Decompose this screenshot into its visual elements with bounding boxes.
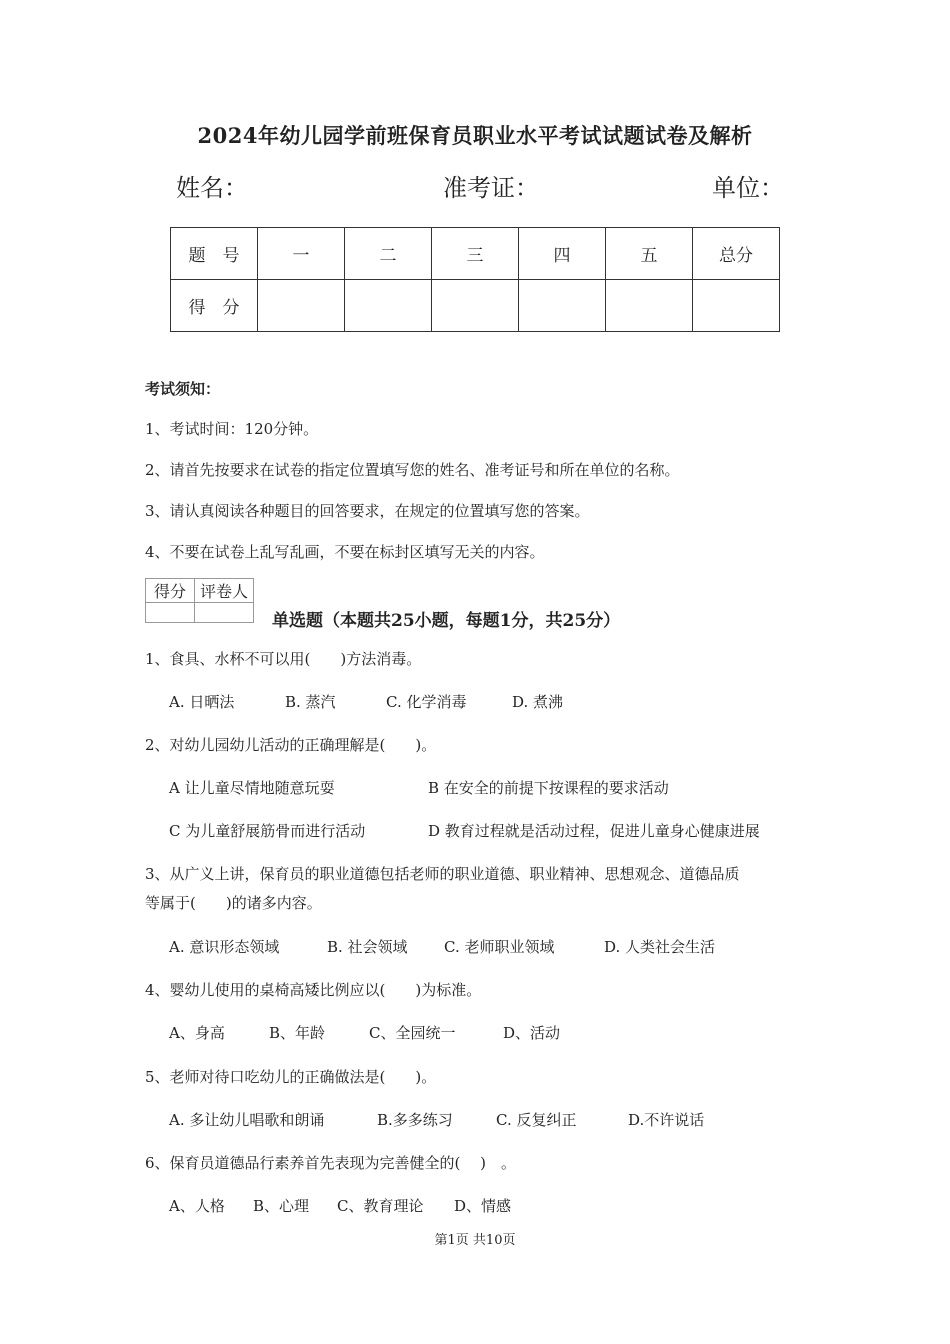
question-option: B. 蒸汽	[285, 693, 336, 711]
exam-id-label: 准考证：	[443, 174, 539, 202]
score-header-cell: 四	[519, 228, 606, 280]
grader-name-cell[interactable]	[195, 603, 254, 623]
question-option: B. 社会领域	[327, 938, 408, 956]
grader-box	[145, 578, 254, 623]
notice-item: 1、考试时间：120分钟。	[145, 420, 319, 438]
question-option: B、心理	[253, 1197, 310, 1215]
score-header-cell: 题 号	[171, 228, 258, 280]
question-stem: 3、从广义上讲，保育员的职业道德包括老师的职业道德、职业精神、思想观念、道德品质	[145, 865, 740, 883]
question-stem: 5、老师对待口吃幼儿的正确做法是( )。	[145, 1068, 437, 1086]
question-option: C、全园统一	[369, 1024, 456, 1042]
question-option: D、情感	[454, 1197, 512, 1215]
notice-item: 4、不要在试卷上乱写乱画，不要在标封区填写无关的内容。	[145, 543, 545, 561]
grader-name-label: 评卷人	[195, 579, 254, 603]
question-option: A、人格	[169, 1197, 225, 1215]
question-option: B、年龄	[269, 1024, 326, 1042]
question-option: D. 煮沸	[512, 693, 564, 711]
score-cell[interactable]	[693, 280, 780, 332]
question-option: A. 日晒法	[169, 693, 235, 711]
question-option: D.不许说话	[628, 1111, 705, 1129]
score-cell[interactable]	[258, 280, 345, 332]
score-row-label: 得 分	[171, 280, 258, 332]
score-header-cell: 五	[606, 228, 693, 280]
question-option: C. 化学消毒	[386, 693, 467, 711]
question-option: C 为儿童舒展筋骨而进行活动	[169, 822, 366, 840]
score-header-cell: 二	[345, 228, 432, 280]
notice-item: 3、请认真阅读各种题目的回答要求，在规定的位置填写您的答案。	[145, 502, 590, 520]
question-option: B.多多练习	[377, 1111, 453, 1129]
question-option: C、教育理论	[337, 1197, 424, 1215]
question-option: A、身高	[169, 1024, 225, 1042]
unit-label: 单位：	[712, 174, 784, 202]
score-table	[170, 227, 780, 332]
question-option: C. 反复纠正	[496, 1111, 577, 1129]
score-cell[interactable]	[519, 280, 606, 332]
question-option: C. 老师职业领域	[444, 938, 555, 956]
score-table-score-row	[171, 280, 780, 332]
question-option: B 在安全的前提下按课程的要求活动	[428, 779, 669, 797]
score-header-cell: 三	[432, 228, 519, 280]
page-title: 2024年幼儿园学前班保育员职业水平考试试题试卷及解析	[197, 123, 753, 148]
question-stem: 4、婴幼儿使用的桌椅高矮比例应以( )为标准。	[145, 981, 482, 999]
score-table-header-row	[171, 228, 780, 280]
score-header-cell: 总分	[693, 228, 780, 280]
score-cell[interactable]	[432, 280, 519, 332]
question-option: D 教育过程就是活动过程，促进儿童身心健康进展	[428, 822, 760, 840]
notice-heading: 考试须知：	[145, 380, 221, 398]
score-cell[interactable]	[345, 280, 432, 332]
notice-item: 2、请首先按要求在试卷的指定位置填写您的姓名、准考证号和所在单位的名称。	[145, 461, 680, 479]
score-header-cell: 一	[258, 228, 345, 280]
section-title: 单选题（本题共25小题，每题1分，共25分）	[272, 611, 621, 631]
question-option: D、活动	[503, 1024, 561, 1042]
question-option: A 让儿童尽情地随意玩耍	[169, 779, 335, 797]
question-option: D. 人类社会生活	[604, 938, 716, 956]
name-label: 姓名：	[176, 174, 248, 202]
question-stem: 6、保育员道德品行素养首先表现为完善健全的( ) 。	[145, 1154, 517, 1172]
grader-score-cell[interactable]	[146, 603, 195, 623]
question-stem: 2、对幼儿园幼儿活动的正确理解是( )。	[145, 736, 437, 754]
question-stem: 1、食具、水杯不可以用( )方法消毒。	[145, 650, 422, 668]
question-option: A. 意识形态领域	[169, 938, 280, 956]
question-option: A. 多让幼儿唱歌和朗诵	[169, 1111, 325, 1129]
score-cell[interactable]	[606, 280, 693, 332]
question-stem-continued: 等属于( )的诸多内容。	[145, 894, 322, 912]
grader-score-label: 得分	[146, 579, 195, 603]
page-footer: 第1页 共10页	[434, 1233, 516, 1248]
